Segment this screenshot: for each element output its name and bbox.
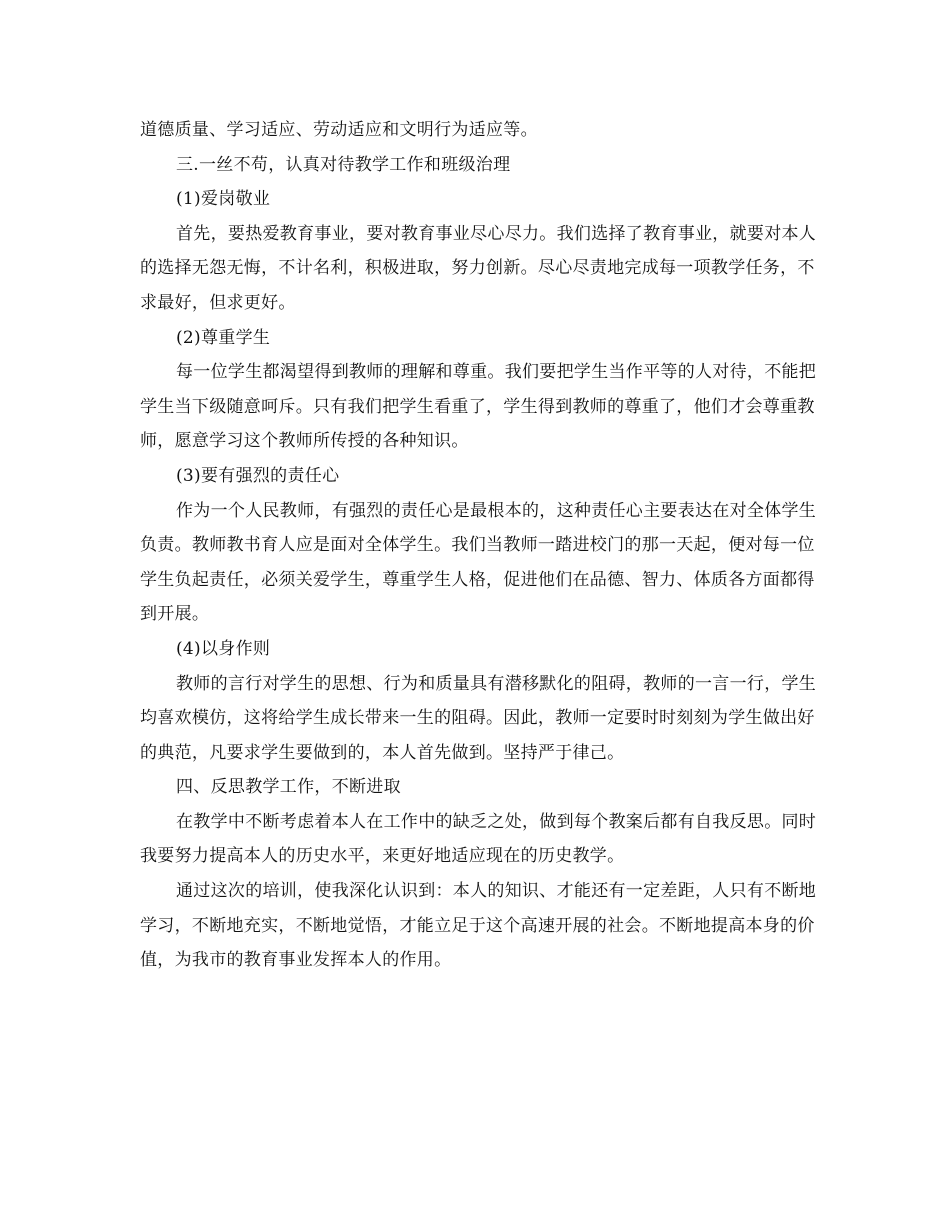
subheading-3: (3)要有强烈的责任心 [176,465,340,486]
paragraph-conclusion: 通过这次的培训，使我深化认识到：本人的知识、才能还有一定差距，人只有不断地学习，不断地充实，不断地觉悟，才能立足于这个高速开展的社会。不断地提高本身的价值，为我市的教育事业发挥本人的作用。 [140,881,817,971]
paragraph-reflection: 在教学中不断考虑着本人在工作中的缺乏之处，做到每个教案后都有自我反思。同时我要努力提高本人的历史水平，来更好地适应现在的历史教学。 [140,811,817,867]
subheading-4: (4)以身作则 [176,638,271,659]
subheading-2: (2)尊重学生 [176,327,271,348]
document-body [140,113,830,978]
heading-section-4: 四、反思教学工作，不断进取 [176,777,401,798]
paragraph-love-profession: 首先，要热爱教育事业，要对教育事业尽心尽力。我们选择了教育事业，就要对本人的选择无怨无悔，不计名利，积极进取，努力创新。尽心尽责地完成每一项教学任务，不求最好，但求更好。 [140,223,817,313]
paragraph-respect-students: 每一位学生都渴望得到教师的理解和尊重。我们要把学生当作平等的人对待，不能把学生当下级随意呵斥。只有我们把学生看重了，学生得到教师的尊重了，他们才会尊重教师，愿意学习这个教师所传授的各种知识。 [140,362,817,452]
heading-section-3: 三.一丝不苟，认真对待教学工作和班级治理 [176,154,511,175]
subheading-1: (1)爱岗敬业 [176,189,271,210]
paragraph-continuation: 道德质量、学习适应、劳动适应和文明行为适应等。 [140,120,538,140]
paragraph-lead-by-example: 教师的言行对学生的思想、行为和质量具有潜移默化的阻碍，教师的一言一行，学生均喜欢模仿，这将给学生成长带来一生的阻碍。因此，教师一定要时时刻刻为学生做出好的典范，凡要求学生要做到的，本人首先做到。坚持严于律己。 [140,673,817,763]
paragraph-responsibility: 作为一个人民教师，有强烈的责任心是最根本的，这种责任心主要表达在对全体学生负责。教师教书育人应是面对全体学生。我们当教师一踏进校门的那一天起，便对每一位学生负起责任，必须关爱学生，尊重学生人格，促进他们在品德、智力、体质各方面都得到开展。 [140,500,817,625]
